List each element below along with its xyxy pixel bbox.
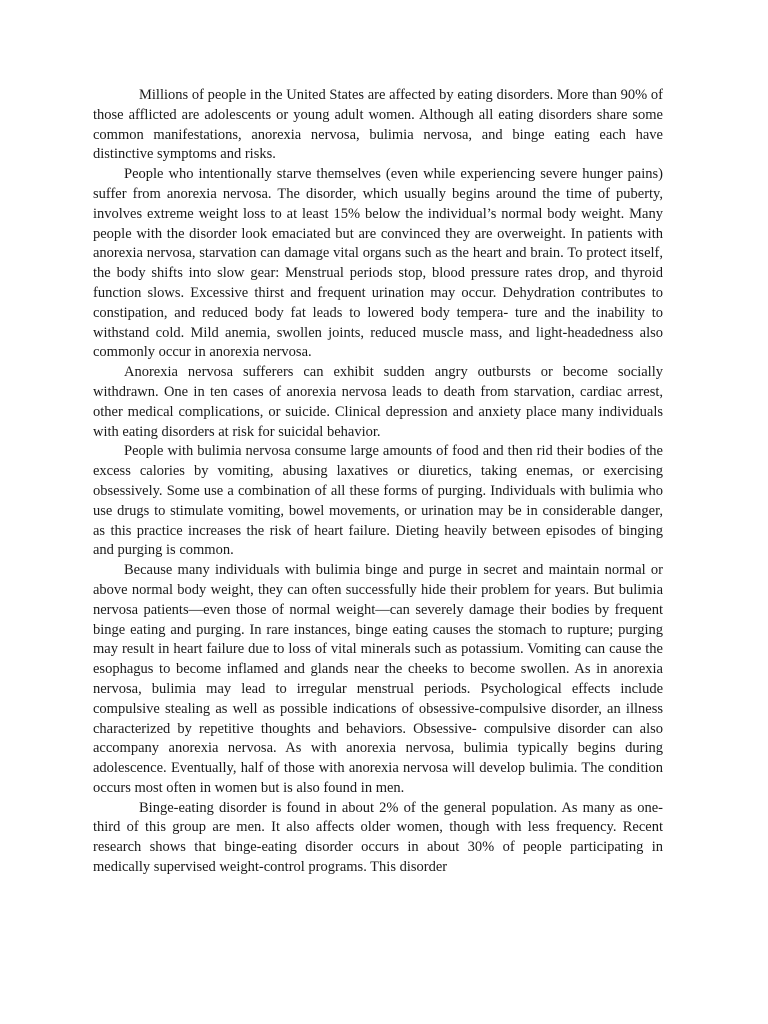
paragraph-bulimia-effects: Because many individuals with bulimia binge and purge in secret and maintain normal or above normal body weight, they can often successfully hide their problem for years. But bulimia nervosa patients—even those of normal weight—can severely damage their bodies by frequent binge eating and purging. In rare instances, binge eating causes the stomach to rupture; purging may result in heart failure due to loss of vital minerals such as potassium. Vomiting can cause the esophagus to become inflamed and glands near the cheeks to become swollen. As in anorexia nervosa, bulimia may lead to irregular menstrual periods. Psychological effects include compulsive stealing as well as possible indications of obsessive-compulsive disorder, an illness characterized by repetitive thoughts and behaviors. Obsessive- compulsive disorder can also accompany anorexia nervosa. As with anorexia nervosa, bulimia typically begins during adolescence. Eventually, half of those with anorexia nervosa will develop bulimia. The condition occurs most often in women but is also found in men. <box>93 562 663 796</box>
paragraph-anorexia-symptoms: People who intentionally starve themselves (even while experiencing severe hunger pains) suffer from anorexia nervosa. The disorder, which usually begins around the time of puberty, involves extreme weight loss to at least 15% below the individual’s normal body weight. Many people with the disorder look emaciated but are convinced they are overweight. In patients with anorexia nervosa, starvation can damage vital organs such as the heart and brain. To protect itself, the body shifts into slow gear: Menstrual periods stop, blood pressure rates drop, and thyroid function slows. Excessive thirst and frequent urination may occur. Dehydration contributes to constipation, and reduced body fat leads to lowered body tempera- ture and the inability to withstand cold. Mild anemia, swollen joints, reduced muscle mass, and light-headedness also commonly occur in anorexia nervosa. <box>93 166 663 361</box>
paragraph-binge-eating: Binge-eating disorder is found in about 2% of the general population. As many as one-third of this group are men. It also affects older women, though with less frequency. Recent research shows that binge-eating disorder occurs in about 30% of people participating in medically supervised weight-control programs. This disorder <box>93 799 663 876</box>
paragraph-intro: Millions of people in the United States are affected by eating disorders. More than 90% of those afflicted are adolescents or young adult women. Although all eating disorders share some common manifestations, anorexia nervosa, bulimia nervosa, and binge eating each have distinctive symptoms and risks. <box>93 87 663 163</box>
document-body <box>93 86 663 878</box>
paragraph-bulimia-description: People with bulimia nervosa consume large amounts of food and then rid their bodies of the excess calories by vomiting, abusing laxatives or diuretics, taking enemas, or exercising obsessively. Some use a combination of all these forms of purging. Individuals with bulimia who use drugs to stimulate vomiting, bowel movements, or urination may be in considerable danger, as this practice increases the risk of heart failure. Dieting heavily between episodes of binging and purging is common. <box>93 443 663 559</box>
paragraph-anorexia-behavior: Anorexia nervosa sufferers can exhibit sudden angry outbursts or become socially withdrawn. One in ten cases of anorexia nervosa leads to death from starvation, cardiac arrest, other medical complications, or suicide. Clinical depression and anxiety place many individuals with eating disorders at risk for suicidal behavior. <box>93 364 663 440</box>
